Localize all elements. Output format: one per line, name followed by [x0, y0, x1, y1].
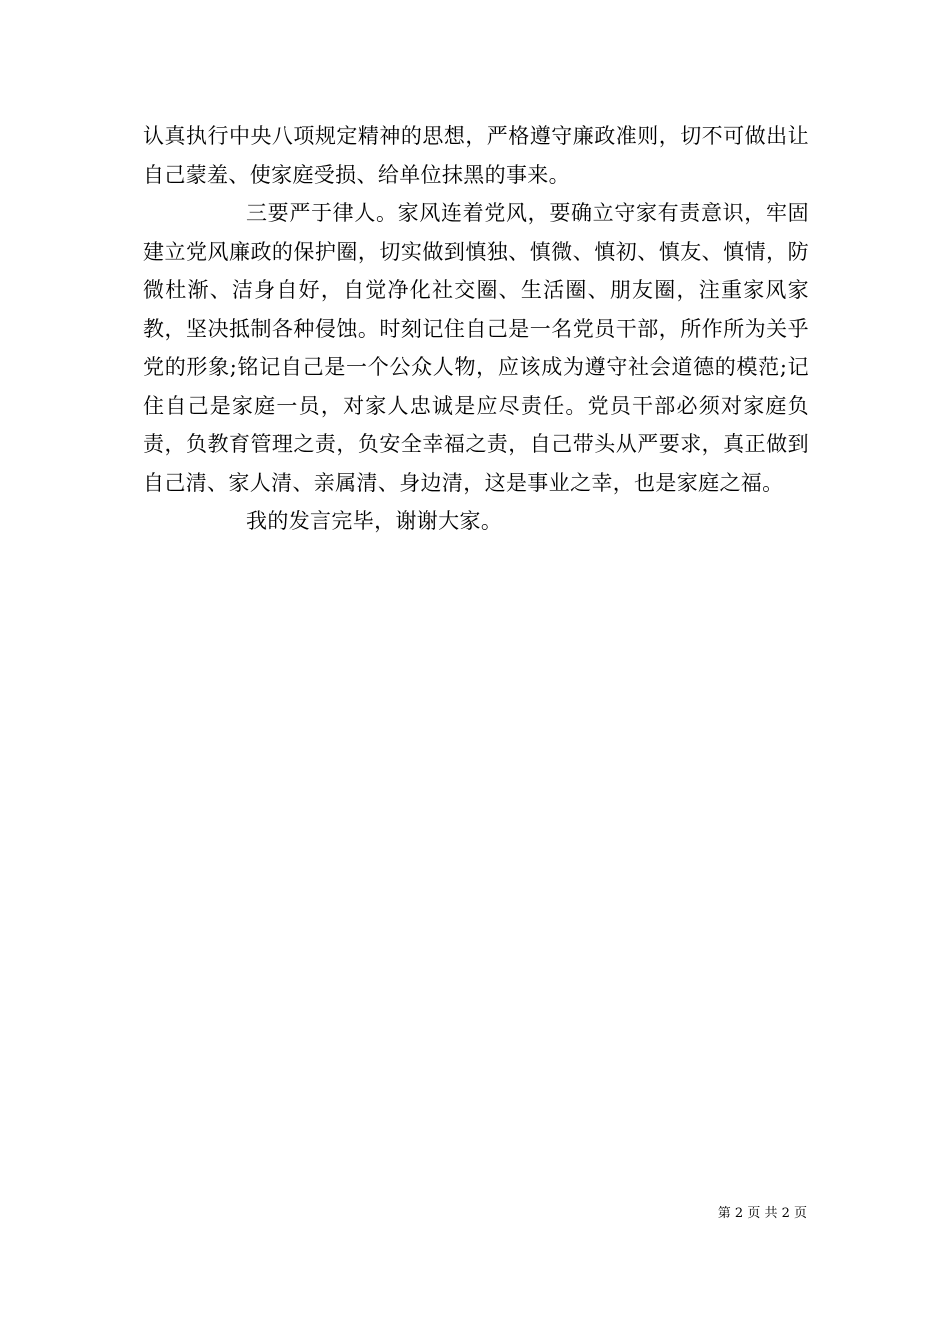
page-number-footer: 第 2 页 共 2 页 — [717, 1206, 807, 1221]
paragraph-continuation: 认真执行中央八项规定精神的思想，严格遵守廉政准则，切不可做出让自己蒙羞、使家庭受损、给单位抹黑的事来。 — [143, 124, 809, 187]
document-body — [143, 117, 809, 541]
paragraph-closing: 我的发言完毕，谢谢大家。 — [246, 509, 503, 533]
paragraph-strict-discipline: 三要严于律人。家风连着党风，要确立守家有责意识，牢固建立党风廉政的保护圈，切实做到慎独、慎微、慎初、慎友、慎情，防微杜渐、洁身自好，自觉净化社交圈、生活圈、朋友圈，注重家风家教，坚决抵制各种侵蚀。时刻记住自己是一名党员干部，所作所为关乎党的形象;铭记自己是一个公众人物，应该成为遵守社会道德的模范;记住自己是家庭一员，对家人忠诚是应尽责任。党员干部必须对家庭负责，负教育管理之责，负安全幸福之责，自己带头从严要求，真正做到自己清、家人清、亲属清、身边清，这是事业之幸，也是家庭之福。 — [143, 201, 809, 495]
